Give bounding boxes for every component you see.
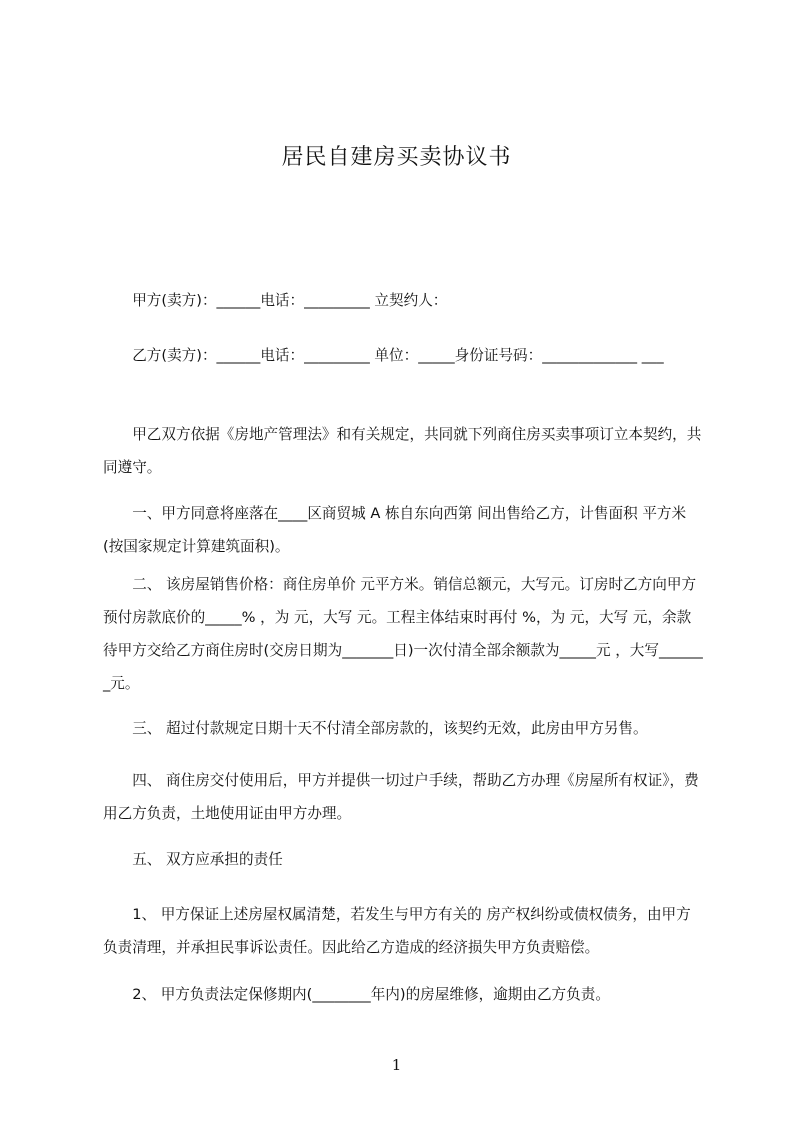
preamble-paragraph: 甲乙双方依据《房地产管理法》和有关规定，共同就下列商住房买卖事项订立本契约，共同遵守。 <box>103 426 702 476</box>
page-number: 1 <box>391 1056 402 1074</box>
clause-1-paragraph: 一、甲方同意将座落在____区商贸城 A 栋自东向西第 间出售给乙方，计售面积 平方米(按国家规定计算建筑面积)。 <box>103 505 687 555</box>
party-b-line: 乙方(卖方)：______电话：_________ 单位：_____身份证号码：_____________ ___ <box>103 347 664 364</box>
clause-5-1-paragraph: 1、 甲方保证上述房屋权属清楚，若发生与甲方有关的 房产权纠纷或债权债务，由甲方负责清理，并承担民事诉讼责任。因此给乙方造成的经济损失甲方负责赔偿。 <box>103 906 691 956</box>
document-title: 居民自建房买卖协议书 <box>281 145 512 170</box>
clause-5-heading: 五、 双方应承担的责任 <box>103 851 283 868</box>
clause-4-paragraph: 四、 商住房交付使用后，甲方并提供一切过户手续，帮助乙方办理《房屋所有权证》，费用乙方负责，土地使用证由甲方办理。 <box>103 772 699 822</box>
clause-5-2-paragraph: 2、 甲方负责法定保修期内(________年内)的房屋维修，逾期由乙方负责。 <box>103 986 610 1003</box>
clause-3-paragraph: 三、 超过付款规定日期十天不付清全部房款的，该契约无效，此房由甲方另售。 <box>103 720 648 737</box>
clause-2-paragraph: 二、 该房屋销售价格：商住房单价 元平方米。销信总额元，大写元。订房时乙方向甲方预付房款底价的_____% ，为 元，大写 元。工程主体结束时再付 %，为 元，大写 元，余款待甲方交给乙方商住房时(交房日期为_______日)一次付清全部余额款为_____元 ，大写_______元。 <box>103 576 703 692</box>
party-a-line: 甲方(卖方)：______电话：_________ 立契约人： <box>103 292 448 309</box>
